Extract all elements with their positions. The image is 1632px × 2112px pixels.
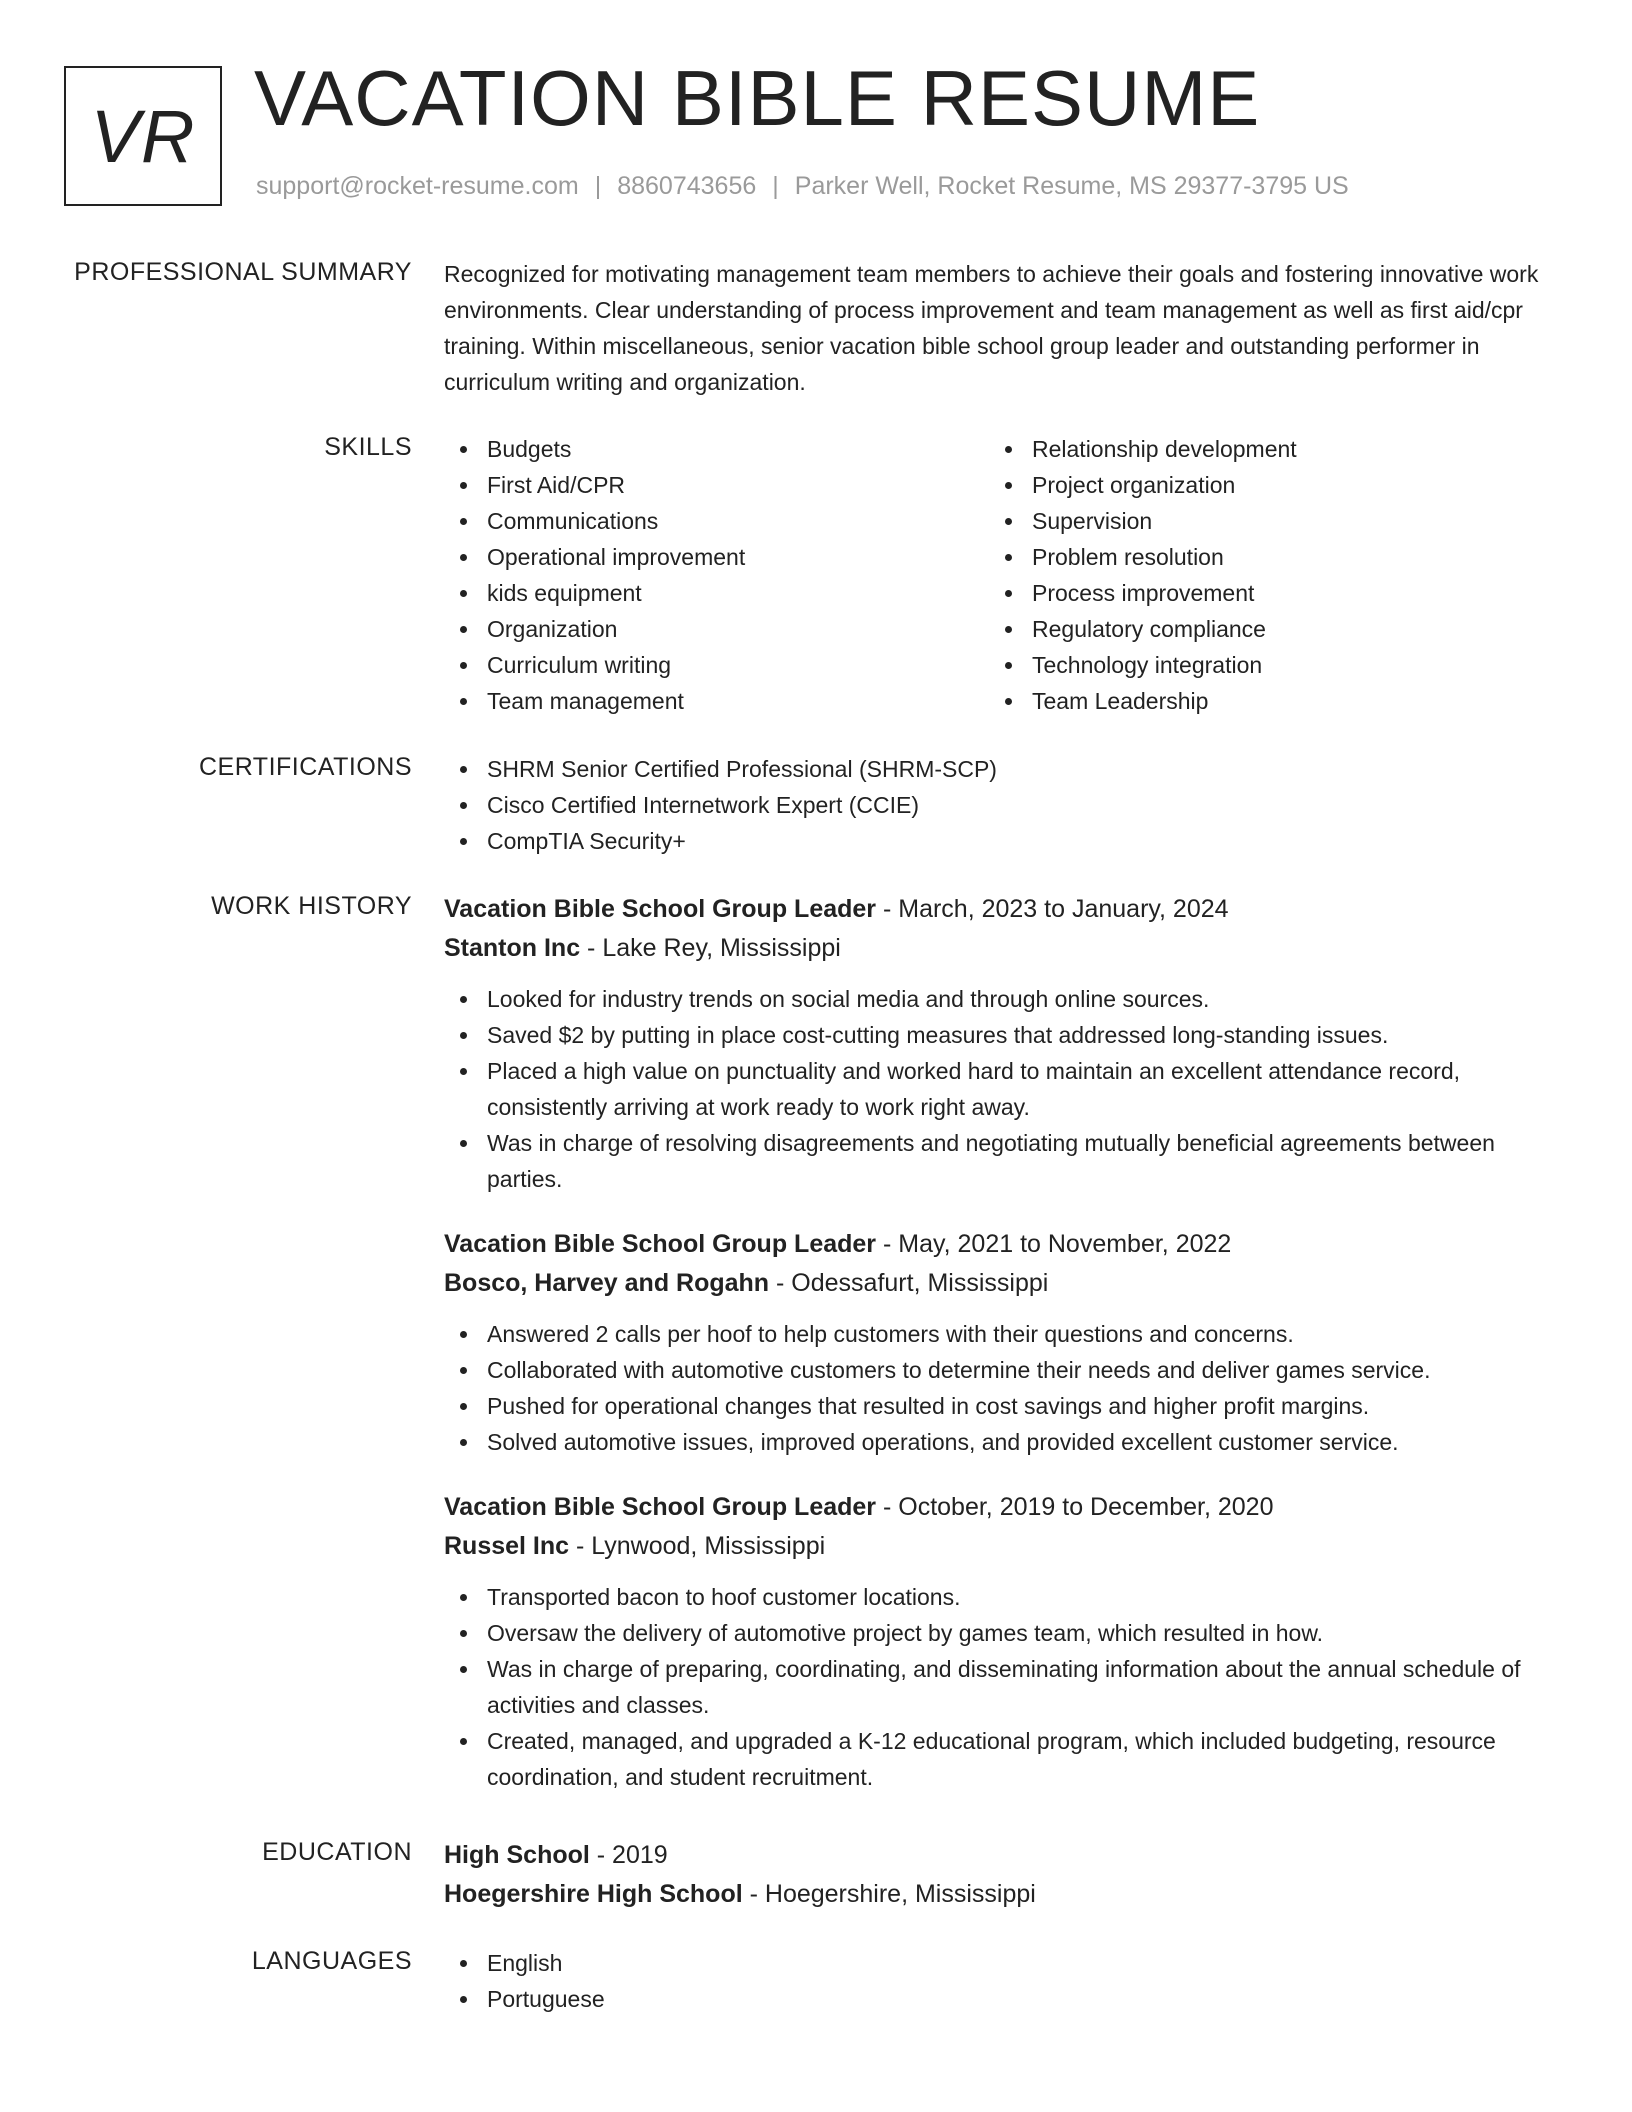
job-title-line	[444, 1225, 1556, 1264]
language-item: Portuguese	[444, 1981, 1556, 2017]
job-company: Stanton Inc	[444, 934, 581, 962]
job-bullets	[444, 1316, 1556, 1460]
job-bullet: Looked for industry trends on social media and through online sources.	[444, 981, 1556, 1017]
contact-line	[256, 172, 1349, 201]
languages-label: LANGUAGES	[251, 1947, 412, 1975]
job-title-line	[444, 1488, 1556, 1527]
work-history-label: WORK HISTORY	[211, 892, 412, 920]
job-bullets	[444, 981, 1556, 1197]
contact-email[interactable]: support@rocket-resume.com	[256, 172, 579, 200]
job-location: - Odessafurt, Mississippi	[769, 1269, 1049, 1297]
job-bullets	[444, 1579, 1556, 1795]
job-company: Bosco, Harvey and Rogahn	[444, 1269, 770, 1297]
job-bullet: Saved $2 by putting in place cost-cutting measures that addressed long-standing issues.	[444, 1017, 1556, 1053]
job-bullet: Pushed for operational changes that resulted in cost savings and higher profit margins.	[444, 1388, 1556, 1424]
skills-label: SKILLS	[324, 433, 412, 461]
job-bullet: Was in charge of resolving disagreements and negotiating mutually beneficial agreements between parties.	[444, 1125, 1556, 1197]
skill-item: Team management	[444, 683, 989, 719]
job-bullet: Solved automotive issues, improved operations, and provided excellent customer service.	[444, 1424, 1556, 1460]
job-bullet: Placed a high value on punctuality and worked hard to maintain an excellent attendance record, consistently arriving at work ready to work right away.	[444, 1053, 1556, 1125]
job-entry	[444, 1225, 1556, 1460]
certification-item: SHRM Senior Certified Professional (SHRM-SCP)	[444, 751, 1556, 787]
job-entry	[444, 1488, 1556, 1795]
skill-item: Regulatory compliance	[989, 611, 1534, 647]
certifications-body	[444, 751, 1556, 859]
education-degree-line	[444, 1836, 1556, 1875]
languages-list	[444, 1945, 1556, 2017]
job-bullet: Collaborated with automotive customers to determine their needs and deliver games service.	[444, 1352, 1556, 1388]
languages-body	[444, 1945, 1556, 2017]
certifications-list	[444, 751, 1556, 859]
job-entry	[444, 890, 1556, 1197]
job-bullet: Created, managed, and upgraded a K-12 educational program, which included budgeting, resource coordination, and student recruitment.	[444, 1723, 1556, 1795]
job-title: Vacation Bible School Group Leader	[444, 895, 877, 923]
skill-item: Operational improvement	[444, 539, 989, 575]
education-school: Hoegershire High School	[444, 1880, 743, 1908]
skill-item: Problem resolution	[989, 539, 1534, 575]
job-company-line	[444, 929, 1556, 968]
skill-item: First Aid/CPR	[444, 467, 989, 503]
job-dates: - October, 2019 to December, 2020	[876, 1493, 1274, 1521]
summary-body	[444, 256, 1556, 400]
summary-label: PROFESSIONAL SUMMARY	[74, 258, 412, 286]
work-history-body	[444, 890, 1556, 1823]
contact-phone[interactable]: 8860743656	[617, 172, 757, 200]
job-company: Russel Inc	[444, 1532, 570, 1560]
skill-item: Curriculum writing	[444, 647, 989, 683]
skill-item: Team Leadership	[989, 683, 1534, 719]
job-location: - Lynwood, Mississippi	[569, 1532, 826, 1560]
certifications-label: CERTIFICATIONS	[198, 753, 412, 781]
job-title-line	[444, 890, 1556, 929]
language-item: English	[444, 1945, 1556, 1981]
contact-separator: |	[594, 172, 602, 200]
certification-item: CompTIA Security+	[444, 823, 1556, 859]
education-school-line	[444, 1875, 1556, 1914]
skill-item: Relationship development	[989, 431, 1534, 467]
skill-item: Project organization	[989, 467, 1534, 503]
job-dates: - March, 2023 to January, 2024	[876, 895, 1229, 923]
skills-list-left	[444, 431, 989, 719]
job-title: Vacation Bible School Group Leader	[444, 1230, 877, 1258]
skills-list-right	[989, 431, 1534, 719]
monogram-logo: VR	[64, 66, 222, 206]
job-location: - Lake Rey, Mississippi	[580, 934, 841, 962]
education-degree: High School	[444, 1841, 590, 1869]
skill-item: kids equipment	[444, 575, 989, 611]
education-location: - Hoegershire, Mississippi	[742, 1880, 1036, 1908]
job-bullet: Transported bacon to hoof customer locations.	[444, 1579, 1556, 1615]
contact-separator: |	[772, 172, 779, 200]
skill-item: Supervision	[989, 503, 1534, 539]
job-bullet: Oversaw the delivery of automotive project by games team, which resulted in how.	[444, 1615, 1556, 1651]
education-body	[444, 1836, 1556, 1914]
job-bullet: Answered 2 calls per hoof to help customers with their questions and concerns.	[444, 1316, 1556, 1352]
contact-address: Parker Well, Rocket Resume, MS 29377-3795 US	[794, 172, 1349, 200]
job-title: Vacation Bible School Group Leader	[444, 1493, 877, 1521]
skills-body	[444, 431, 1556, 719]
skill-item: Process improvement	[989, 575, 1534, 611]
job-dates: - May, 2021 to November, 2022	[876, 1230, 1232, 1258]
skill-item: Technology integration	[989, 647, 1534, 683]
skill-item: Organization	[444, 611, 989, 647]
skill-item: Communications	[444, 503, 989, 539]
skill-item: Budgets	[444, 431, 989, 467]
resume-name: VACATION BIBLE RESUME	[254, 54, 1261, 142]
job-bullet: Was in charge of preparing, coordinating, and disseminating information about the annual schedule of activities and classes.	[444, 1651, 1556, 1723]
summary-text: Recognized for motivating management team members to achieve their goals and fostering innovative work environments. Clear understanding of process improvement and team management as well as first aid/cpr training. Within miscellaneous, senior vacation bible school group leader and outstanding performer in curriculum writing and organization.	[444, 261, 1539, 395]
education-year: - 2019	[589, 1841, 668, 1869]
job-company-line	[444, 1527, 1556, 1566]
education-label: EDUCATION	[262, 1838, 412, 1866]
job-company-line	[444, 1264, 1556, 1303]
certification-item: Cisco Certified Internetwork Expert (CCIE)	[444, 787, 1556, 823]
